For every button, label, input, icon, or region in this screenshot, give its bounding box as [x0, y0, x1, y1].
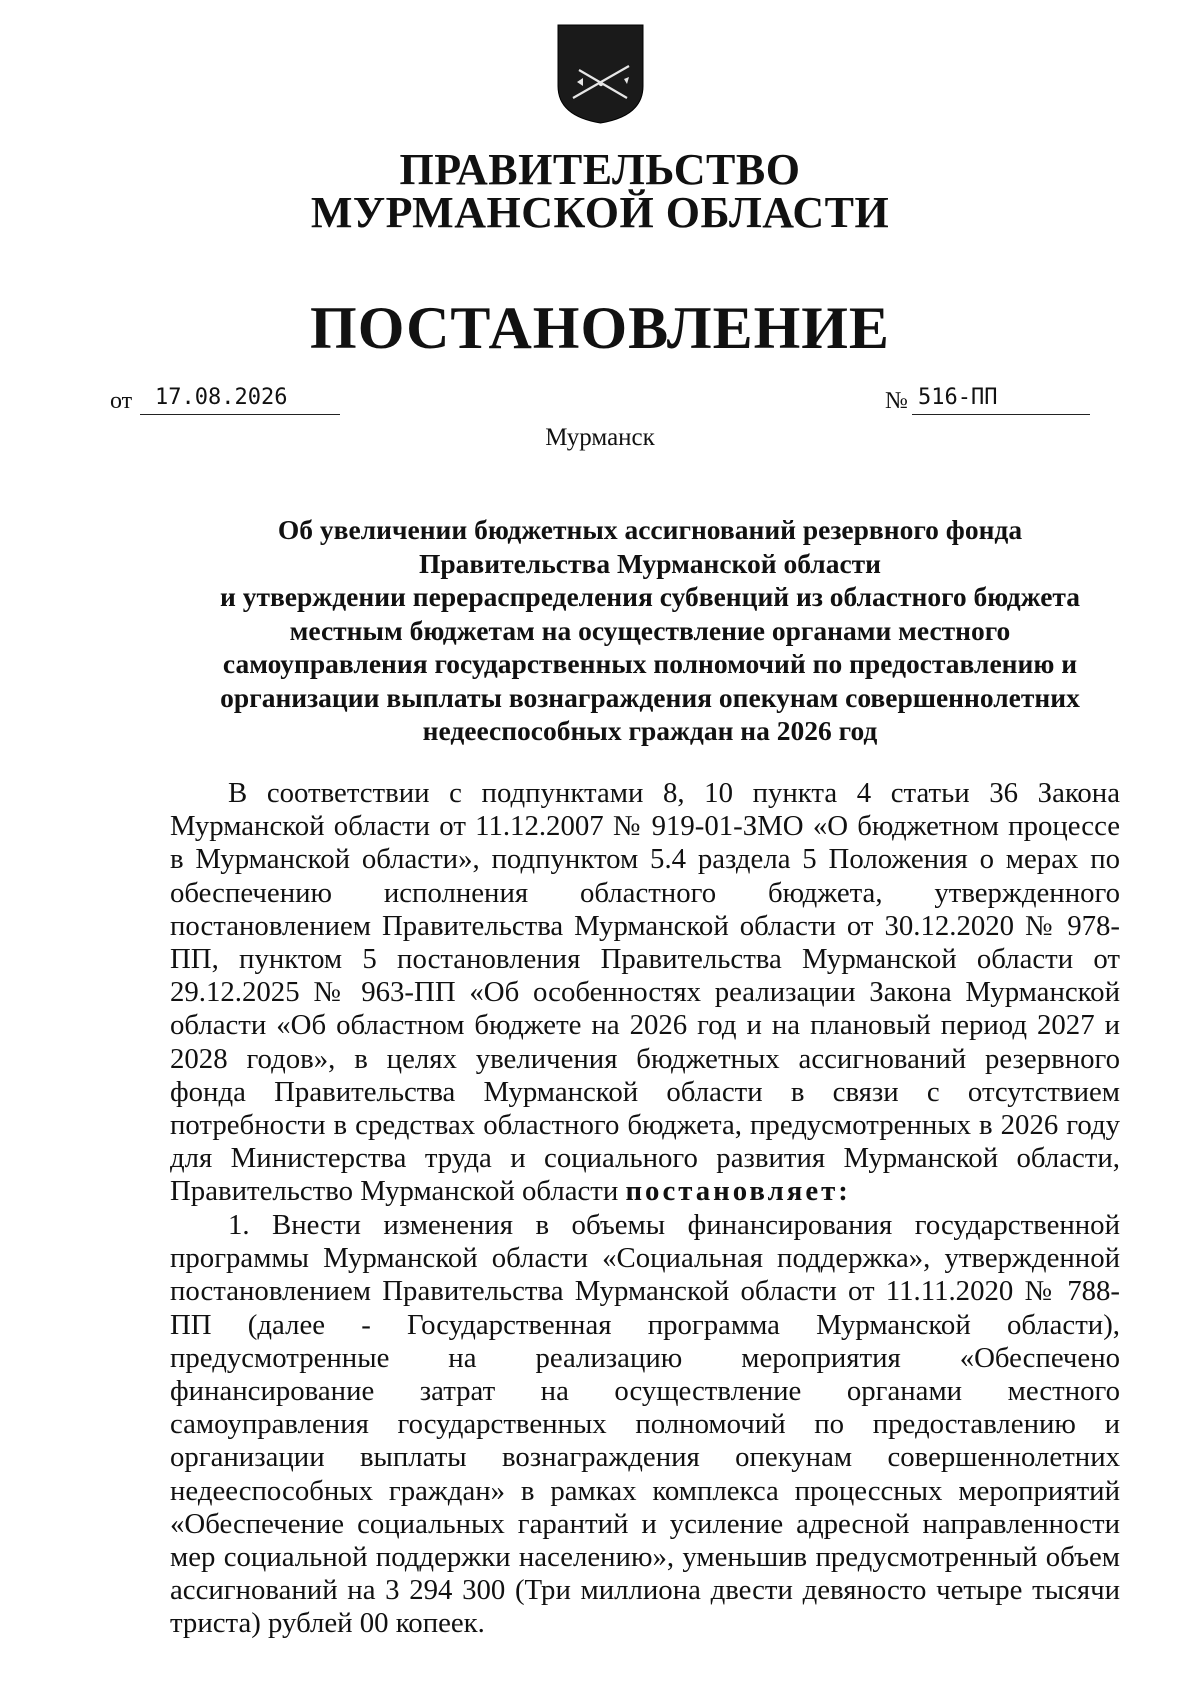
organization-name-line-1: ПРАВИТЕЛЬСТВО [399, 145, 801, 194]
organization-name-line-2: МУРМАНСКОЙ ОБЛАСТИ [310, 188, 890, 237]
number-label: № [885, 388, 908, 414]
item-1-section [170, 1209, 1120, 1641]
resolves-colon: : [838, 1175, 851, 1208]
document-date: 17.08.2026 [140, 385, 340, 415]
title-line: Об увеличении бюджетных ассигнований резервного фонда [277, 514, 1023, 545]
document-title [180, 513, 1120, 748]
preamble-paragraph [170, 777, 1120, 1209]
title-line: и утверждении перераспределения субвенций из областного бюджета [219, 581, 1081, 612]
date-label: от [110, 388, 133, 414]
coat-of-arms-emblem [557, 24, 644, 124]
item-1-paragraph: 1. Внести изменения в объемы финансирования государственной программы Мурманской области «Социальная поддержка», утвержденной постановлением Правительства Мурманской области от 11.11.2020 № 788-ПП (далее - Государственная программа Мурманской области), предусмотренные на реализацию мероприятия «Обеспечено финансирование затрат на осуществление органами местного самоуправления государственных полномочий по предоставлению и организации выплаты вознаграждения опекунам совершеннолетних недееспособных граждан» в рамках комплекса процессных мероприятий «Обеспечение социальных гарантий и усиление адресной направленности мер социальной поддержки населению», уменьшив предусмотренный объем ассигнований на 3 294 300 (Три миллиона двести девяносто четыре тысячи триста) рублей 00 копеек. [170, 1209, 1120, 1640]
city-name: Мурманск [545, 424, 655, 451]
document-type-heading: ПОСТАНОВЛЕНИЕ [310, 295, 890, 361]
preamble-section [170, 777, 1120, 1209]
resolves-word: постановляет [625, 1175, 839, 1208]
title-line: недееспособных граждан на 2026 год [422, 715, 878, 746]
title-line: организации выплаты вознаграждения опекунам совершеннолетних [220, 681, 1080, 713]
document-number: 516-ПП [912, 385, 1090, 415]
preamble-text: В соответствии с подпунктами 8, 10 пункта 4 статьи 36 Закона Мурманской области от 11.12.2007 № 919-01-ЗМО «О бюджетном процессе в Мурманской области», подпунктом 5.4 раздела 5 Положения о мерах по обеспечению исполнения областного бюджета, утвержденного постановлением Правительства Мурманской области от 30.12.2020 № 978-ПП, пунктом 5 постановления Правительства Мурманской области от 29.12.2025 № 963-ПП «Об особенностях реализации Закона Мурманской области «Об областном бюджете на 2026 год и на плановый период 2027 и 2028 годов», в целях увеличения бюджетных ассигнований резервного фонда Правительства Мурманской области в связи с отсутствием потребности в средствах областного бюджета, предусмотренных в 2026 году для Министерства труда и социального развития Мурманской области, Правительство Мурманской области [170, 777, 1120, 1208]
murmansk-coat-of-arms-icon [557, 24, 644, 124]
title-line: местным бюджетам на осуществление органами местного [289, 614, 1011, 646]
title-line: самоуправления государственных полномочий по предоставлению и [222, 648, 1078, 679]
title-line: Правительства Мурманской области [418, 547, 882, 579]
